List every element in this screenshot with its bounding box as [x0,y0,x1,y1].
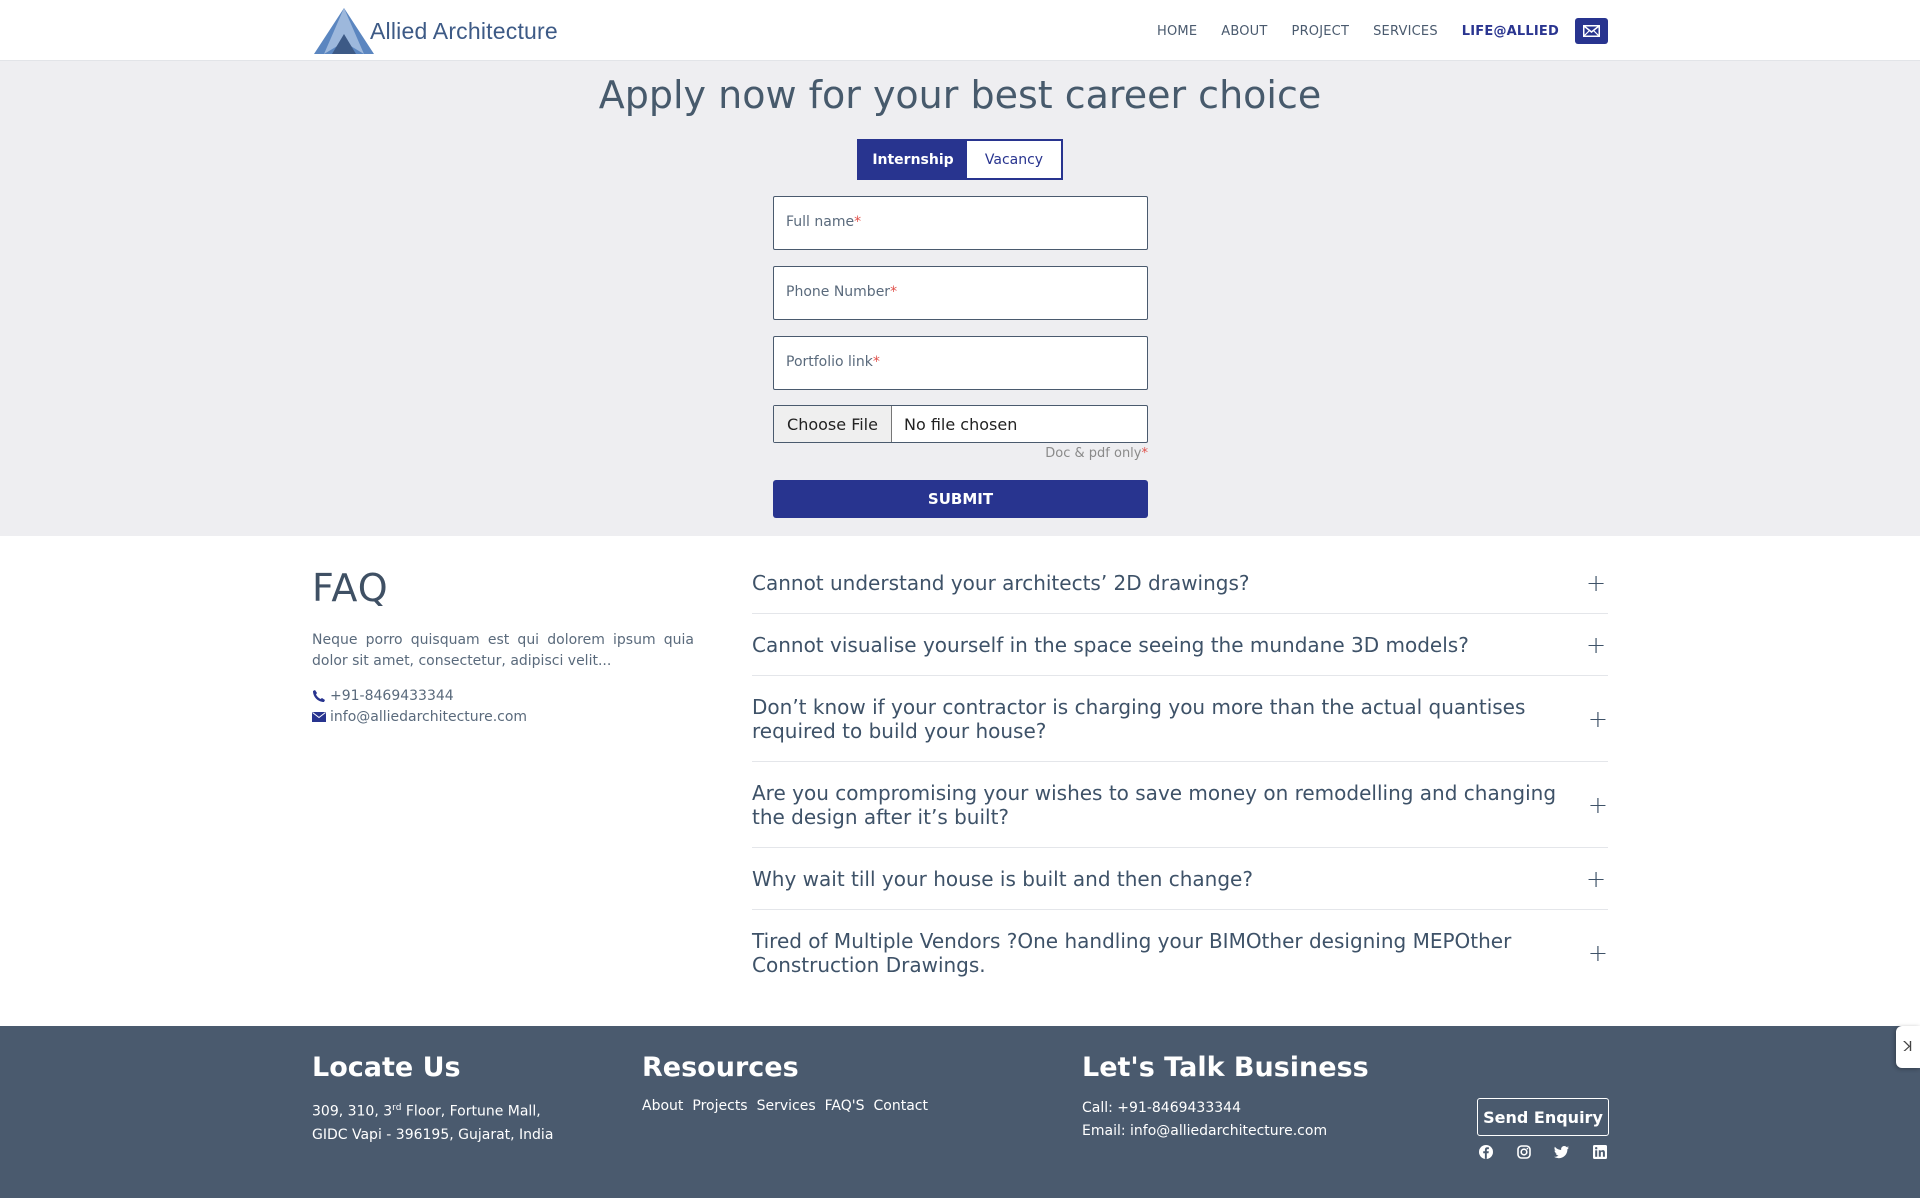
tab-vacancy[interactable]: Vacancy [984,151,1044,168]
faq-item[interactable] [752,762,1608,848]
phone-input[interactable] [773,266,1148,320]
full-name-label: Full name* [786,214,862,230]
address [312,1097,553,1147]
apply-section [0,61,1920,536]
faq-list [752,553,1608,996]
full-name-input[interactable] [773,196,1148,250]
phone-field-wrap [773,266,1148,320]
faq-email[interactable]: info@alliedarchitecture.com [312,709,527,725]
linkedin-icon[interactable] [1593,1145,1607,1159]
plus-icon[interactable]: + [1587,790,1608,819]
phone-label: Phone Number* [786,284,898,300]
instagram-icon[interactable] [1517,1145,1531,1159]
phone-icon [312,689,326,703]
faq-phone[interactable]: +91-8469433344 [312,688,454,704]
nav-home[interactable]: HOME [1157,23,1198,39]
resources-title: Resources [642,1052,799,1083]
choose-file-button[interactable]: Choose File [774,406,892,442]
envelope-icon [312,712,326,722]
logo-mark-icon [312,6,376,56]
nav-services[interactable]: SERVICES [1373,23,1438,39]
faq-item[interactable] [752,614,1608,676]
application-type-toggle [857,139,1063,180]
business-call[interactable]: Call: +91-8469433344 [1082,1100,1241,1116]
business-title: Let's Talk Business [1082,1052,1369,1083]
file-hint: Doc & pdf only* [1045,446,1148,461]
plus-icon[interactable]: + [1585,569,1607,597]
side-widget-tab[interactable]: ꓘ [1896,1026,1920,1068]
address-line-1: 309, 310, 3rd Floor, Fortune Mall, [312,1103,541,1120]
faq-item[interactable] [752,553,1608,614]
tab-internship[interactable]: Internship [859,141,967,178]
social-links [1477,1145,1609,1159]
twitter-icon[interactable] [1554,1146,1569,1159]
business-contact [1082,1097,1327,1143]
apply-title: Apply now for your best career choice [598,73,1322,117]
faq-question: Cannot understand your architects’ 2D drawings? [752,571,1250,595]
main-nav [1133,18,1608,44]
mail-icon [1583,25,1600,37]
locate-title: Locate Us [312,1052,461,1083]
faq-item[interactable] [752,848,1608,910]
faq-question: Don’t know if your contractor is charging you more than the actual quantises required to build your house? [752,694,1526,743]
plus-icon[interactable]: + [1587,704,1608,733]
faq-question: Tired of Multiple Vendors ?One handling your BIMOther designing MEPOther Construction Drawings. [752,929,1512,977]
plus-icon[interactable]: + [1585,630,1607,659]
faq-item[interactable] [752,676,1608,762]
file-status: No file chosen [904,414,1018,434]
faq-title: FAQ [312,566,389,610]
footer-link-projects[interactable]: Projects [692,1098,748,1114]
full-name-field-wrap [773,196,1148,250]
faq-item[interactable] [752,910,1608,996]
portfolio-field-wrap [773,336,1148,390]
submit-button[interactable]: SUBMIT [773,480,1148,518]
portfolio-input[interactable] [773,336,1148,390]
plus-icon[interactable]: + [1585,864,1607,893]
plus-icon[interactable]: + [1587,939,1608,967]
faq-description: Neque porro quisquam est qui dolorem ipsum quia dolor sit amet, consectetur, adipisci velit... [312,632,694,669]
brand-name: Allied Architecture [370,17,558,44]
file-upload[interactable] [773,405,1148,443]
nav-project[interactable]: PROJECT [1291,23,1350,39]
faq-question: Why wait till your house is built and then change? [752,866,1253,891]
nav-about[interactable]: ABOUT [1221,23,1268,39]
footer-link-services[interactable]: Services [756,1098,816,1114]
faq-question: Cannot visualise yourself in the space seeing the mundane 3D models? [752,632,1469,657]
nav-life-allied[interactable]: LIFE@ALLIED [1461,23,1559,39]
site-header [0,0,1920,61]
business-email[interactable]: Email: info@alliedarchitecture.com [1082,1123,1328,1139]
resources-links [642,1098,937,1114]
faq-question: Are you compromising your wishes to save money on remodelling and changing the design after it’s built? [752,780,1557,829]
mail-button[interactable] [1575,18,1608,44]
portfolio-label: Portfolio link* [786,354,880,370]
footer-link-about[interactable]: About [642,1098,684,1114]
address-line-2: GIDC Vapi - 396195, Gujarat, India [312,1126,554,1143]
footer-link-faqs[interactable]: FAQ'S [824,1098,865,1114]
site-footer [0,1026,1920,1198]
brand-logo[interactable] [312,6,558,56]
send-enquiry-button[interactable]: Send Enquiry [1477,1098,1609,1136]
facebook-icon[interactable] [1479,1145,1493,1159]
footer-link-contact[interactable]: Contact [873,1098,928,1114]
